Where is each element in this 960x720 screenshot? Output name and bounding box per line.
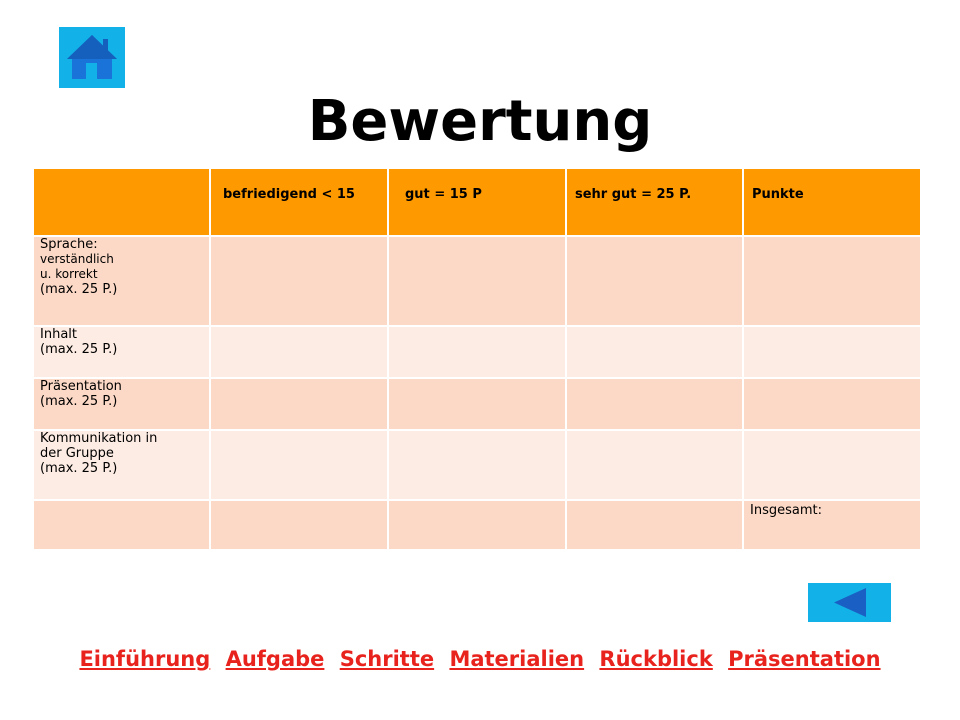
score-cell[interactable] bbox=[210, 378, 388, 430]
row-label-cell bbox=[33, 326, 210, 378]
header-cell-gut bbox=[388, 168, 566, 236]
nav-link-materialien[interactable]: Materialien bbox=[449, 647, 585, 671]
nav-link-schritte[interactable]: Schritte bbox=[339, 647, 435, 671]
row-label-line: Präsentation bbox=[40, 379, 122, 394]
score-cell[interactable] bbox=[566, 430, 743, 500]
row-label-cell bbox=[33, 236, 210, 326]
total-cell[interactable] bbox=[743, 500, 921, 550]
row-label-cell bbox=[33, 430, 210, 500]
row-label-line: der Gruppe bbox=[40, 446, 114, 461]
row-label-line: Inhalt bbox=[40, 327, 77, 342]
score-cell[interactable] bbox=[566, 236, 743, 326]
row-label-cell bbox=[33, 378, 210, 430]
points-cell[interactable] bbox=[743, 326, 921, 378]
score-cell[interactable] bbox=[388, 378, 566, 430]
points-cell[interactable] bbox=[743, 236, 921, 326]
nav-link-praesentation[interactable]: Präsentation bbox=[728, 647, 881, 671]
home-icon bbox=[59, 27, 125, 88]
nav-link-rueckblick[interactable]: Rückblick bbox=[599, 647, 713, 671]
header-cell-empty bbox=[33, 168, 210, 236]
table-row-inhalt bbox=[33, 326, 921, 378]
score-cell[interactable] bbox=[566, 326, 743, 378]
total-row-empty-cell bbox=[566, 500, 743, 550]
score-cell[interactable] bbox=[210, 326, 388, 378]
page-title: Bewertung bbox=[307, 89, 653, 154]
points-cell[interactable] bbox=[743, 430, 921, 500]
header-cell-befriedigend bbox=[210, 168, 388, 236]
triangle-left-icon bbox=[808, 583, 891, 622]
nav-link-aufgabe[interactable]: Aufgabe bbox=[225, 647, 325, 671]
table-row-total bbox=[33, 500, 921, 550]
points-cell[interactable] bbox=[743, 378, 921, 430]
total-row-empty-cell bbox=[33, 500, 210, 550]
total-row-empty-cell bbox=[388, 500, 566, 550]
row-label-line: verständlich bbox=[40, 252, 114, 266]
row-label-line: Sprache: bbox=[40, 237, 98, 252]
row-label-line: (max. 25 P.) bbox=[40, 282, 118, 297]
nav-link-einfuehrung[interactable]: Einführung bbox=[79, 647, 211, 671]
score-cell[interactable] bbox=[566, 378, 743, 430]
table-row-sprache bbox=[33, 236, 921, 326]
table-row-praesentation bbox=[33, 378, 921, 430]
row-label-line: Kommunikation in bbox=[40, 431, 158, 446]
row-label-line: (max. 25 P.) bbox=[40, 461, 118, 476]
score-cell[interactable] bbox=[388, 326, 566, 378]
total-row-empty-cell bbox=[210, 500, 388, 550]
header-label: Punkte bbox=[752, 187, 804, 202]
header-cell-punkte bbox=[743, 168, 921, 236]
total-label: Insgesamt: bbox=[750, 503, 822, 518]
header-row bbox=[33, 168, 921, 236]
header-sublabel: = 25 P. bbox=[641, 187, 692, 202]
header-sublabel: = 15 P bbox=[434, 187, 482, 202]
row-label-line: (max. 25 P.) bbox=[40, 342, 118, 357]
score-cell[interactable] bbox=[210, 430, 388, 500]
grading-table bbox=[32, 167, 922, 551]
navigation-bar bbox=[0, 647, 960, 671]
score-cell[interactable] bbox=[210, 236, 388, 326]
header-label: befriedigend bbox=[223, 187, 317, 202]
score-cell[interactable] bbox=[388, 430, 566, 500]
header-sublabel: < 15 bbox=[321, 187, 355, 202]
table-row-kommunikation bbox=[33, 430, 921, 500]
row-label-line: (max. 25 P.) bbox=[40, 394, 118, 409]
header-cell-sehr-gut bbox=[566, 168, 743, 236]
back-button[interactable] bbox=[808, 583, 891, 622]
score-cell[interactable] bbox=[388, 236, 566, 326]
row-label-line: u. korrekt bbox=[40, 267, 98, 281]
header-label: sehr gut bbox=[575, 187, 637, 202]
home-button[interactable] bbox=[59, 27, 125, 88]
header-label: gut bbox=[405, 187, 430, 202]
